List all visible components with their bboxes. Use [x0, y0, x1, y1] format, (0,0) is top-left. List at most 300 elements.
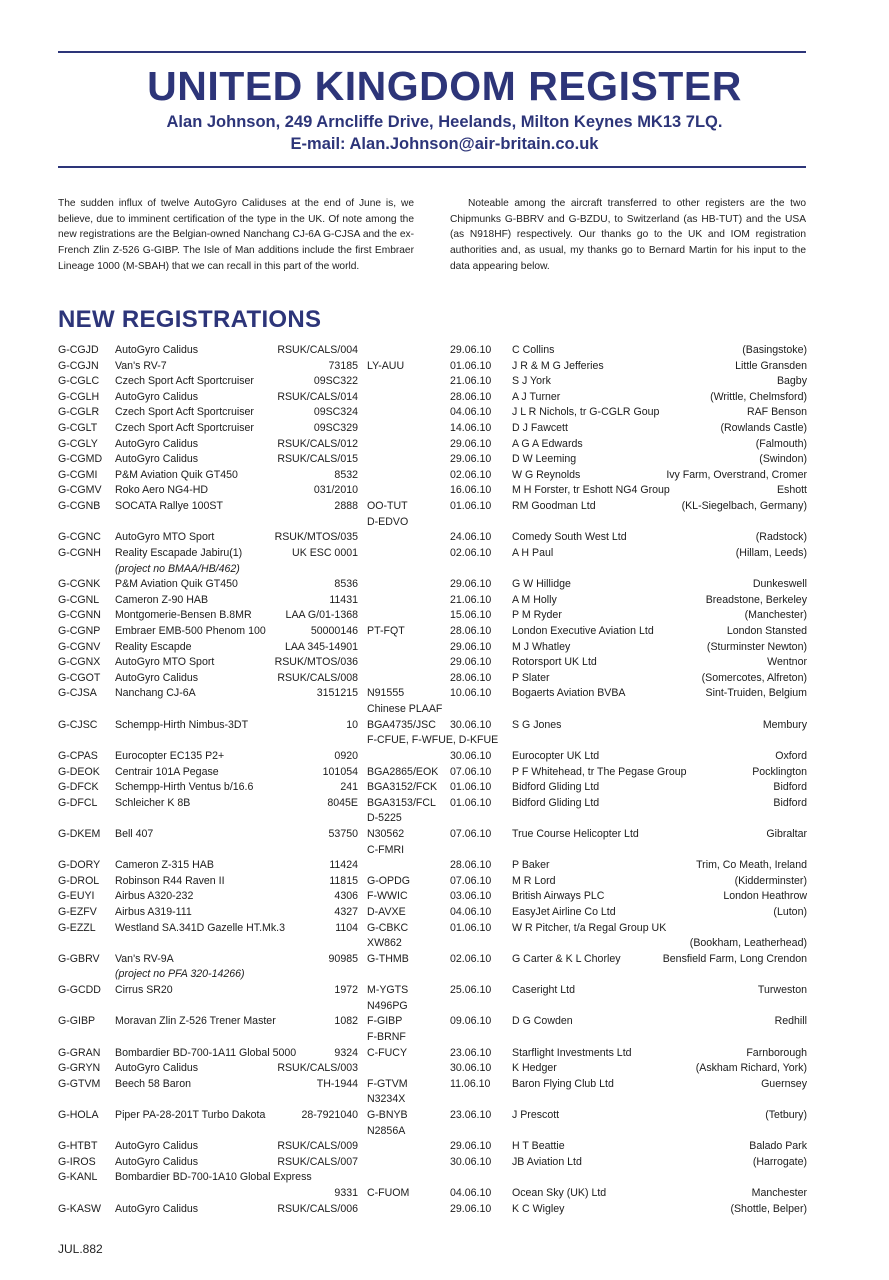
- aircraft-type: P&M Aviation Quik GT450: [115, 578, 238, 591]
- registration-date: 02.06.10: [450, 468, 492, 481]
- registration-date: 16.06.10: [450, 484, 492, 497]
- aircraft-type: Schempp-Hirth Nimbus-3DT: [115, 718, 249, 731]
- previous-identity: F-BRNF: [367, 1030, 406, 1043]
- owner-name: Comedy South West Ltd: [512, 531, 627, 544]
- table-row: [58, 530, 807, 546]
- registration-date: 04.06.10: [450, 406, 492, 419]
- registration-date: 29.06.10: [450, 437, 492, 450]
- aircraft-type: Schleicher K 8B: [115, 796, 191, 809]
- previous-identity: BGA3152/FCK: [367, 781, 438, 794]
- registration-date: 29.06.10: [450, 656, 492, 669]
- table-row: [58, 608, 807, 624]
- owner-base: Guernsey: [761, 1077, 807, 1090]
- registration-date: 01.06.10: [450, 359, 492, 372]
- previous-identity: G-BNYB: [367, 1109, 408, 1122]
- registration-mark: G-GRYN: [58, 1062, 101, 1075]
- constructor-number: 10: [346, 718, 358, 731]
- table-row: [58, 765, 807, 781]
- table-row: [58, 1014, 807, 1045]
- table-row: [58, 905, 807, 921]
- registration-mark: G-CGNV: [58, 640, 101, 653]
- table-row: [58, 390, 807, 406]
- page-title: UNITED KINGDOM REGISTER: [147, 63, 742, 109]
- editor-address: Alan Johnson, 249 Arncliffe Drive, Heelands, Milton Keynes MK13 7LQ.: [166, 113, 723, 131]
- owner-name: Caseright Ltd: [512, 984, 576, 997]
- aircraft-type: AutoGyro Calidus: [115, 671, 199, 684]
- owner-name: J R & M G Jefferies: [512, 359, 604, 372]
- table-row: [58, 1061, 807, 1077]
- registration-date: 30.06.10: [450, 1062, 492, 1075]
- table-row: [58, 671, 807, 687]
- previous-identity: D-AVXE: [367, 906, 406, 919]
- table-row: [58, 686, 807, 717]
- owner-base: London Heathrow: [723, 890, 807, 903]
- constructor-number: 28-7921040: [301, 1109, 358, 1122]
- aircraft-type: Airbus A319-111: [115, 906, 192, 919]
- registration-mark: G-CGLR: [58, 406, 100, 419]
- owner-base: (Luton): [773, 906, 807, 919]
- section-title: NEW REGISTRATIONS: [58, 306, 322, 333]
- constructor-number: 11815: [329, 874, 358, 887]
- registration-date: 23.06.10: [450, 1109, 492, 1122]
- registration-date: 29.06.10: [450, 1140, 492, 1153]
- owner-base: London Stansted: [726, 625, 807, 637]
- owner-base: Turweston: [757, 984, 807, 997]
- owner-name: M J Whatley: [512, 640, 571, 653]
- aircraft-type: P&M Aviation Quik GT450: [115, 468, 238, 481]
- constructor-number: RSUK/CALS/006: [277, 1202, 358, 1215]
- editor-email: E-mail: Alan.Johnson@air-britain.co.uk: [290, 135, 599, 153]
- constructor-number: LAA 345-14901: [284, 640, 358, 653]
- previous-identity: N91555: [367, 687, 405, 700]
- registration-mark: G-CPAS: [58, 749, 98, 762]
- aircraft-type: AutoGyro Calidus: [115, 437, 199, 450]
- owner-name: J Prescott: [512, 1109, 560, 1122]
- table-row: [58, 405, 807, 421]
- table-row: [58, 452, 807, 468]
- header-bottom-rule: [58, 166, 806, 168]
- owner-base: Eshott: [776, 484, 807, 497]
- constructor-number: 50000146: [310, 625, 358, 637]
- aircraft-type: AutoGyro Calidus: [115, 1155, 199, 1168]
- constructor-number: 4306: [334, 890, 358, 903]
- owner-name: Starflight Investments Ltd: [512, 1046, 632, 1059]
- owner-base: Redhill: [774, 1015, 807, 1028]
- registration-mark: G-CGNX: [58, 656, 101, 669]
- registration-mark: G-CGNN: [58, 609, 101, 622]
- previous-identity: M-YGTS: [367, 984, 409, 997]
- constructor-number: 09SC322: [313, 375, 358, 388]
- owner-base: Manchester: [751, 1187, 807, 1200]
- aircraft-type: Piper PA-28-201T Turbo Dakota: [115, 1109, 266, 1122]
- owner-name: RM Goodman Ltd: [512, 500, 596, 513]
- constructor-number: RSUK/CALS/007: [277, 1155, 358, 1168]
- registration-date: 01.06.10: [450, 796, 492, 809]
- table-row: [58, 858, 807, 874]
- previous-identity: F-CFUE, F-WFUE, D-KFUE: [367, 734, 499, 747]
- previous-identity: G-OPDG: [367, 874, 410, 887]
- project-note: (project no PFA 320-14266): [115, 968, 245, 981]
- table-row: [58, 437, 807, 453]
- owner-name: Baron Flying Club Ltd: [512, 1077, 614, 1090]
- owner-name: S G Jones: [512, 718, 562, 731]
- registration-date: 28.06.10: [450, 671, 492, 684]
- owner-name: S J York: [512, 375, 551, 388]
- registration-mark: G-CGLC: [58, 375, 100, 388]
- registration-mark: G-DORY: [58, 859, 101, 872]
- owner-base: Trim, Co Meath, Ireland: [696, 859, 807, 872]
- registration-date: 29.06.10: [450, 640, 492, 653]
- constructor-number: 101054: [322, 765, 358, 778]
- table-row: [58, 483, 807, 499]
- aircraft-type: Cameron Z-90 HAB: [115, 593, 209, 606]
- owner-base: (Tetbury): [765, 1109, 807, 1122]
- constructor-number: 53750: [328, 827, 358, 840]
- owner-base: Bidford: [773, 796, 807, 809]
- aircraft-type: Czech Sport Acft Sportcruiser: [115, 422, 254, 435]
- aircraft-type: Schempp-Hirth Ventus b/16.6: [115, 781, 254, 794]
- previous-identity: BGA4735/JSC: [367, 718, 436, 731]
- constructor-number: RSUK/CALS/004: [277, 344, 358, 356]
- owner-name: A G A Edwards: [512, 437, 583, 450]
- aircraft-type: Van's RV-7: [115, 359, 167, 372]
- aircraft-type: Reality Escapade Jabiru(1): [115, 546, 243, 559]
- previous-identity: BGA3153/FCL: [367, 796, 436, 809]
- owner-name: D G Cowden: [512, 1015, 573, 1028]
- aircraft-type: SOCATA Rallye 100ST: [115, 500, 223, 513]
- owner-name: H T Beattie: [512, 1140, 565, 1153]
- owner-base: (Sturminster Newton): [706, 640, 807, 653]
- owner-base: Little Gransden: [735, 359, 807, 372]
- table-row: [58, 1155, 807, 1171]
- owner-base: (Hillam, Leeds): [735, 546, 807, 559]
- registration-date: 25.06.10: [450, 984, 492, 997]
- aircraft-type: Montgomerie-Bensen B.8MR: [115, 609, 252, 622]
- previous-identity: F-GTVM: [367, 1077, 408, 1090]
- registration-mark: G-CGNB: [58, 500, 101, 513]
- registration-mark: G-CGOT: [58, 671, 101, 684]
- previous-identity: F-WWIC: [367, 890, 408, 903]
- constructor-number: 4327: [334, 906, 358, 919]
- constructor-number: RSUK/CALS/008: [277, 671, 358, 684]
- owner-name: Eurocopter UK Ltd: [512, 749, 600, 762]
- aircraft-type: Bombardier BD-700-1A11 Global 5000: [115, 1046, 297, 1059]
- constructor-number: 1082: [334, 1015, 358, 1028]
- owner-base: Pocklington: [752, 765, 807, 778]
- registration-mark: G-EUYI: [58, 890, 95, 903]
- aircraft-type: Embraer EMB-500 Phenom 100: [115, 625, 266, 637]
- aircraft-type: Van's RV-9A: [115, 952, 174, 965]
- registration-mark: G-DFCK: [58, 781, 99, 794]
- owner-name: P Slater: [512, 671, 550, 684]
- owner-name: M R Lord: [512, 874, 556, 887]
- registration-mark: G-CGNC: [58, 531, 101, 544]
- registration-mark: G-CGJD: [58, 344, 99, 356]
- previous-identity: F-GIBP: [367, 1015, 403, 1028]
- constructor-number: UK ESC 0001: [292, 546, 358, 559]
- registration-mark: G-CGNP: [58, 625, 101, 637]
- aircraft-type: Reality Escapde: [115, 640, 192, 653]
- table-row: [58, 577, 807, 593]
- aircraft-type: Airbus A320-232: [115, 890, 194, 903]
- constructor-number: 8045E: [327, 796, 358, 809]
- top-rule: [58, 51, 806, 53]
- registration-mark: G-CJSA: [58, 687, 97, 700]
- project-note: (project no BMAA/HB/462): [115, 562, 240, 575]
- registration-date: 07.06.10: [450, 874, 492, 887]
- previous-identity: LY-AUU: [367, 359, 405, 372]
- owner-name: JB Aviation Ltd: [512, 1155, 582, 1168]
- registration-mark: G-DROL: [58, 874, 100, 887]
- table-row: [58, 796, 807, 827]
- aircraft-type: Roko Aero NG4-HD: [115, 484, 209, 497]
- previous-identity: G-THMB: [367, 952, 409, 965]
- owner-base: (Bookham, Leatherhead): [689, 937, 807, 950]
- table-row: [58, 749, 807, 765]
- table-row: [58, 1139, 807, 1155]
- constructor-number: 9331: [334, 1187, 358, 1200]
- registration-date: 30.06.10: [450, 749, 492, 762]
- owner-name: W R Pitcher, t/a Regal Group UK: [512, 921, 667, 934]
- previous-identity: N496PG: [367, 999, 408, 1012]
- page-footer: JUL.882: [58, 1242, 103, 1256]
- registration-date: 21.06.10: [450, 375, 492, 388]
- owner-base: Oxford: [775, 749, 807, 762]
- table-row: [58, 921, 807, 952]
- owner-base: (Basingstoke): [742, 344, 807, 356]
- table-row: [58, 1170, 807, 1201]
- owner-base: (Shottle, Belper): [730, 1202, 807, 1215]
- owner-name: P M Ryder: [512, 609, 562, 622]
- aircraft-type: AutoGyro Calidus: [115, 1062, 199, 1075]
- constructor-number: LAA G/01-1368: [285, 609, 358, 622]
- intro-paragraph-left: The sudden influx of twelve AutoGyro Caliduses at the end of June is, we believe, due to imminent certification of the type in the UK. Of note among the new registrations are the Belgian-owned Nanchang CJ-6A G-CJSA and the ex-French Zlin Z-526 G-GIBP. The Isle of Man additions include the first Embraer Lineage 1000 (M-SBAH) that we can recall in this part of the world.: [58, 198, 414, 272]
- registration-date: 29.06.10: [450, 344, 492, 356]
- owner-base: (Swindon): [759, 453, 807, 466]
- aircraft-type: Cirrus SR20: [115, 984, 173, 997]
- registration-mark: G-GBRV: [58, 952, 100, 965]
- owner-name: G Carter & K L Chorley: [512, 952, 621, 965]
- table-row: [58, 1108, 807, 1139]
- owner-name: J L R Nichols, tr G-CGLR Goup: [512, 406, 660, 419]
- owner-base: Balado Park: [749, 1140, 807, 1153]
- constructor-number: 9324: [334, 1046, 358, 1059]
- owner-name: Rotorsport UK Ltd: [512, 656, 597, 669]
- registration-mark: G-DKEM: [58, 827, 101, 840]
- aircraft-type: AutoGyro MTO Sport: [115, 531, 215, 544]
- constructor-number: 8532: [334, 468, 358, 481]
- registration-date: 28.06.10: [450, 625, 492, 637]
- owner-base: (Radstock): [755, 531, 807, 544]
- registration-mark: G-GCDD: [58, 984, 101, 997]
- aircraft-type: Westland SA.341D Gazelle HT.Mk.3: [115, 921, 285, 934]
- previous-identity: N3234X: [367, 1093, 406, 1106]
- registration-date: 01.06.10: [450, 781, 492, 794]
- owner-name: Bogaerts Aviation BVBA: [512, 687, 626, 700]
- aircraft-type: AutoGyro Calidus: [115, 453, 199, 466]
- owner-base: (Writtle, Chelmsford): [710, 390, 807, 403]
- table-row: [58, 624, 807, 640]
- owner-name: A H Paul: [512, 546, 554, 559]
- owner-name: P F Whitehead, tr The Pegase Group: [512, 765, 687, 778]
- previous-identity: D-EDVO: [367, 515, 409, 528]
- registration-mark: G-CGNH: [58, 546, 101, 559]
- table-row: [58, 983, 807, 1014]
- table-row: [58, 827, 807, 858]
- owner-name: C Collins: [512, 344, 555, 356]
- owner-base: (KL-Siegelbach, Germany): [681, 500, 807, 513]
- previous-identity: OO-TUT: [367, 500, 408, 513]
- registration-date: 07.06.10: [450, 765, 492, 778]
- aircraft-type: Czech Sport Acft Sportcruiser: [115, 375, 254, 388]
- registration-mark: G-CGMI: [58, 468, 98, 481]
- table-row: [58, 952, 807, 983]
- registration-mark: G-HTBT: [58, 1140, 98, 1153]
- aircraft-type: Eurocopter EC135 P2+: [115, 749, 225, 762]
- registration-date: 02.06.10: [450, 952, 492, 965]
- owner-base: Bidford: [773, 781, 807, 794]
- previous-identity: G-CBKC: [367, 921, 409, 934]
- aircraft-type: AutoGyro Calidus: [115, 1140, 199, 1153]
- registration-date: 07.06.10: [450, 827, 492, 840]
- aircraft-type: AutoGyro Calidus: [115, 344, 199, 356]
- registration-date: 01.06.10: [450, 921, 492, 934]
- registration-date: 28.06.10: [450, 390, 492, 403]
- owner-base: Dunkeswell: [752, 578, 807, 591]
- registration-mark: G-GRAN: [58, 1046, 101, 1059]
- registration-mark: G-DFCL: [58, 796, 98, 809]
- registration-mark: G-KANL: [58, 1171, 98, 1184]
- registration-date: 09.06.10: [450, 1015, 492, 1028]
- constructor-number: 1104: [335, 921, 358, 934]
- constructor-number: RSUK/MTOS/035: [274, 531, 358, 544]
- registration-date: 29.06.10: [450, 453, 492, 466]
- registration-mark: G-GTVM: [58, 1077, 101, 1090]
- constructor-number: RSUK/CALS/009: [277, 1140, 358, 1153]
- registration-mark: G-CGMD: [58, 453, 103, 466]
- table-row: [58, 593, 807, 609]
- previous-identity: XW862: [367, 937, 402, 950]
- aircraft-type: AutoGyro MTO Sport: [115, 656, 215, 669]
- constructor-number: RSUK/CALS/003: [277, 1062, 358, 1075]
- aircraft-type: Beech 58 Baron: [115, 1077, 191, 1090]
- previous-identity: N2856A: [367, 1124, 406, 1137]
- registration-date: 29.06.10: [450, 578, 492, 591]
- table-row: [58, 718, 807, 749]
- registration-mark: G-CGLY: [58, 437, 98, 450]
- owner-base: Membury: [762, 718, 807, 731]
- table-row: [58, 780, 807, 796]
- owner-base: (Askham Richard, York): [695, 1062, 807, 1075]
- registration-mark: G-GIBP: [58, 1015, 96, 1028]
- registration-mark: G-CGLT: [58, 422, 98, 435]
- owner-name: London Executive Aviation Ltd: [512, 625, 654, 637]
- constructor-number: 73185: [328, 359, 358, 372]
- table-row: [58, 1202, 807, 1218]
- owner-name: G W Hillidge: [512, 578, 571, 591]
- aircraft-type: Czech Sport Acft Sportcruiser: [115, 406, 254, 419]
- owner-name: W G Reynolds: [512, 468, 581, 481]
- constructor-number: 241: [340, 781, 358, 794]
- registration-date: 10.06.10: [450, 687, 492, 700]
- registration-date: 02.06.10: [450, 546, 492, 559]
- constructor-number: 11431: [329, 593, 358, 606]
- registration-date: 04.06.10: [450, 1187, 492, 1200]
- aircraft-type: Bell 407: [115, 827, 154, 840]
- registration-date: 30.06.10: [450, 718, 492, 731]
- table-row: [58, 1046, 807, 1062]
- owner-name: Bidford Gliding Ltd: [512, 781, 600, 794]
- aircraft-type: Centrair 101A Pegase: [115, 765, 219, 778]
- owner-base: Breadstone, Berkeley: [705, 593, 807, 606]
- previous-identity: N30562: [367, 827, 405, 840]
- previous-identity: C-FMRI: [367, 843, 405, 856]
- table-row: [58, 343, 807, 359]
- registration-mark: G-IROS: [58, 1155, 96, 1168]
- owner-name: K C Wigley: [512, 1202, 565, 1215]
- constructor-number: RSUK/CALS/014: [277, 390, 358, 403]
- owner-name: M H Forster, tr Eshott NG4 Group: [512, 484, 670, 497]
- constructor-number: 031/2010: [313, 484, 358, 497]
- aircraft-type: AutoGyro Calidus: [115, 1202, 199, 1215]
- owner-name: True Course Helicopter Ltd: [512, 827, 639, 840]
- constructor-number: 09SC329: [313, 422, 358, 435]
- constructor-number: RSUK/CALS/015: [277, 453, 358, 466]
- constructor-number: 11424: [329, 859, 358, 872]
- registrations-table: [58, 343, 807, 1217]
- owner-base: RAF Benson: [746, 406, 807, 419]
- registration-date: 14.06.10: [450, 422, 492, 435]
- owner-name: K Hedger: [512, 1062, 557, 1075]
- owner-base: Bensfield Farm, Long Crendon: [662, 952, 807, 965]
- previous-identity: PT-FQT: [367, 625, 405, 637]
- previous-identity: BGA2865/EOK: [367, 765, 439, 778]
- owner-name: A J Turner: [512, 390, 561, 403]
- registration-mark: G-CGNK: [58, 578, 101, 591]
- owner-name: Bidford Gliding Ltd: [512, 796, 600, 809]
- registration-date: 04.06.10: [450, 906, 492, 919]
- aircraft-type: Nanchang CJ-6A: [115, 687, 196, 700]
- owner-base: Farnborough: [746, 1046, 807, 1059]
- aircraft-type: Robinson R44 Raven II: [115, 874, 225, 887]
- owner-name: Ocean Sky (UK) Ltd: [512, 1187, 607, 1200]
- owner-base: (Harrogate): [752, 1155, 807, 1168]
- constructor-number: 2888: [334, 500, 358, 513]
- registration-mark: G-CGJN: [58, 359, 99, 372]
- owner-name: D W Leeming: [512, 453, 577, 466]
- aircraft-type: Cameron Z-315 HAB: [115, 859, 214, 872]
- owner-name: EasyJet Airline Co Ltd: [512, 906, 616, 919]
- table-row: [58, 1077, 807, 1108]
- table-row: [58, 889, 807, 905]
- owner-base: (Manchester): [744, 609, 807, 622]
- aircraft-type: Moravan Zlin Z-526 Trener Master: [115, 1015, 276, 1028]
- registration-mark: G-CGLH: [58, 390, 100, 403]
- aircraft-type: AutoGyro Calidus: [115, 390, 199, 403]
- registration-date: 01.06.10: [450, 500, 492, 513]
- aircraft-type: Bombardier BD-700-1A10 Global Express: [115, 1171, 312, 1184]
- owner-base: Gibraltar: [766, 827, 807, 840]
- registration-date: 03.06.10: [450, 890, 492, 903]
- constructor-number: RSUK/MTOS/036: [274, 656, 358, 669]
- constructor-number: 0920: [334, 749, 358, 762]
- table-row: [58, 468, 807, 484]
- owner-base: (Kidderminster): [734, 874, 807, 887]
- registration-date: 24.06.10: [450, 531, 492, 544]
- registration-mark: G-EZFV: [58, 906, 97, 919]
- constructor-number: RSUK/CALS/012: [277, 437, 358, 450]
- owner-name: A M Holly: [512, 593, 557, 606]
